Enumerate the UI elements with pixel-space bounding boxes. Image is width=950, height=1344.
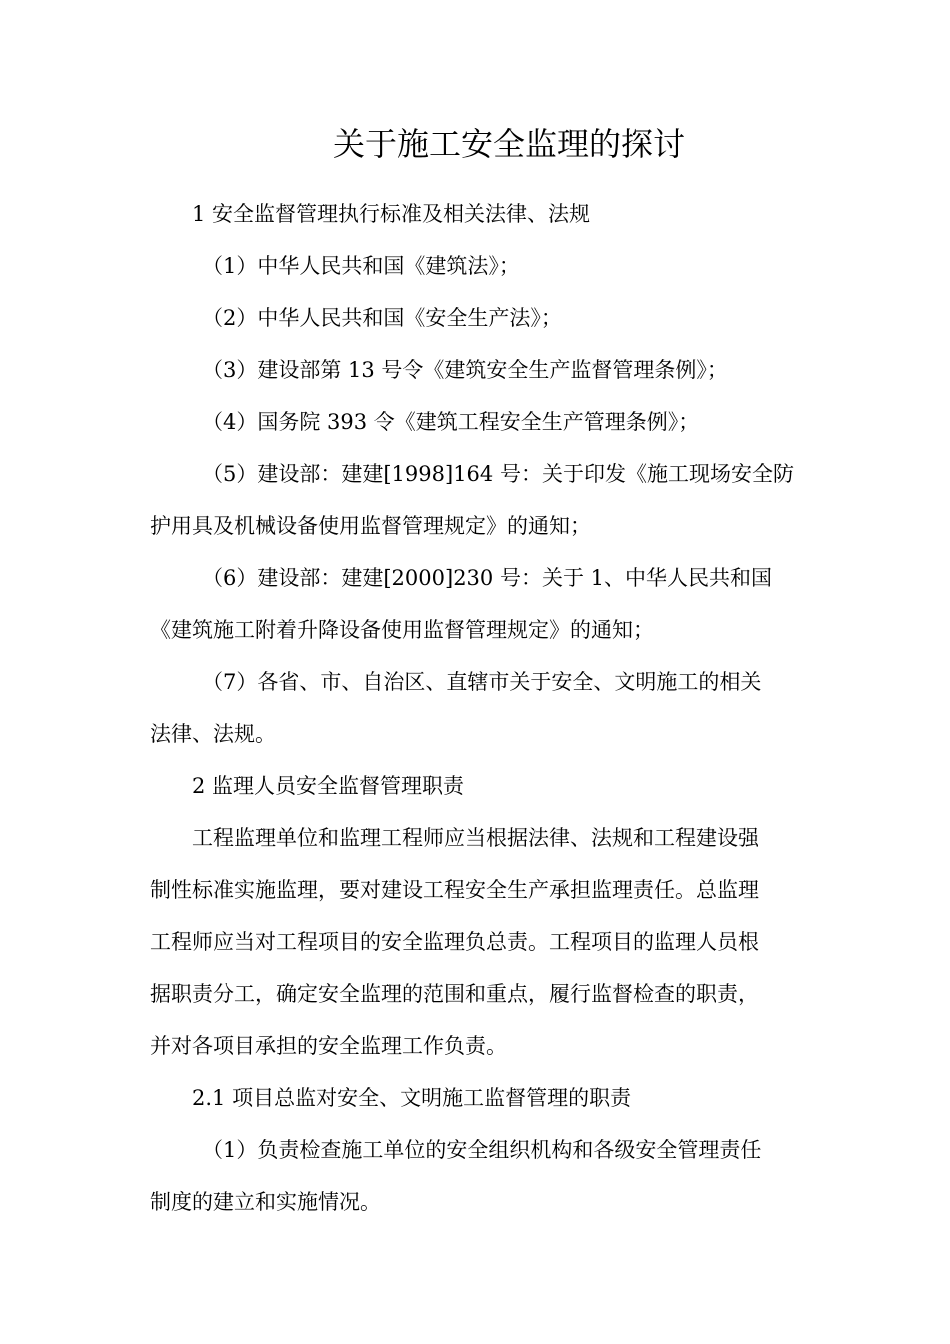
list-item: （5）建设部：建建[1998]164 号：关于印发《施工现场安全防 (202, 462, 794, 486)
list-item: （2）中华人民共和国《安全生产法》； (202, 306, 562, 330)
section-heading-2-1: 2.1 项目总监对安全、文明施工监督管理的职责 (192, 1086, 632, 1110)
document-body (150, 188, 810, 1228)
list-item-continuation: 法律、法规。 (150, 722, 276, 746)
paragraph-line: 制性标准实施监理，要对建设工程安全生产承担监理责任。总监理 (150, 878, 759, 902)
list-item-continuation: 《建筑施工附着升降设备使用监督管理规定》的通知； (150, 618, 654, 642)
list-item: （3）建设部第 13 号令《建筑安全生产监督管理条例》； (202, 358, 728, 382)
list-item: （7）各省、市、自治区、直辖市关于安全、文明施工的相关 (202, 670, 762, 694)
paragraph-line: 并对各项目承担的安全监理工作负责。 (150, 1034, 507, 1058)
paragraph-line: 工程师应当对工程项目的安全监理负总责。工程项目的监理人员根 (150, 930, 759, 954)
paragraph-line: 工程监理单位和监理工程师应当根据法律、法规和工程建设强 (192, 826, 759, 850)
list-item: （1）负责检查施工单位的安全组织机构和各级安全管理责任 (202, 1138, 762, 1162)
list-item-continuation: 制度的建立和实施情况。 (150, 1190, 381, 1214)
document-title: 关于施工安全监理的探讨 (332, 125, 685, 163)
section-heading-1: 1 安全监督管理执行标准及相关法律、法规 (192, 202, 591, 226)
list-item-continuation: 护用具及机械设备使用监督管理规定》的通知； (150, 514, 591, 538)
list-item: （4）国务院 393 令《建筑工程安全生产管理条例》； (202, 410, 700, 434)
list-item: （1）中华人民共和国《建筑法》； (202, 254, 520, 278)
section-heading-2: 2 监理人员安全监督管理职责 (192, 774, 465, 798)
list-item: （6）建设部：建建[2000]230 号：关于 1、中华人民共和国 (202, 566, 772, 590)
paragraph-line: 据职责分工，确定安全监理的范围和重点，履行监督检查的职责， (150, 982, 759, 1006)
